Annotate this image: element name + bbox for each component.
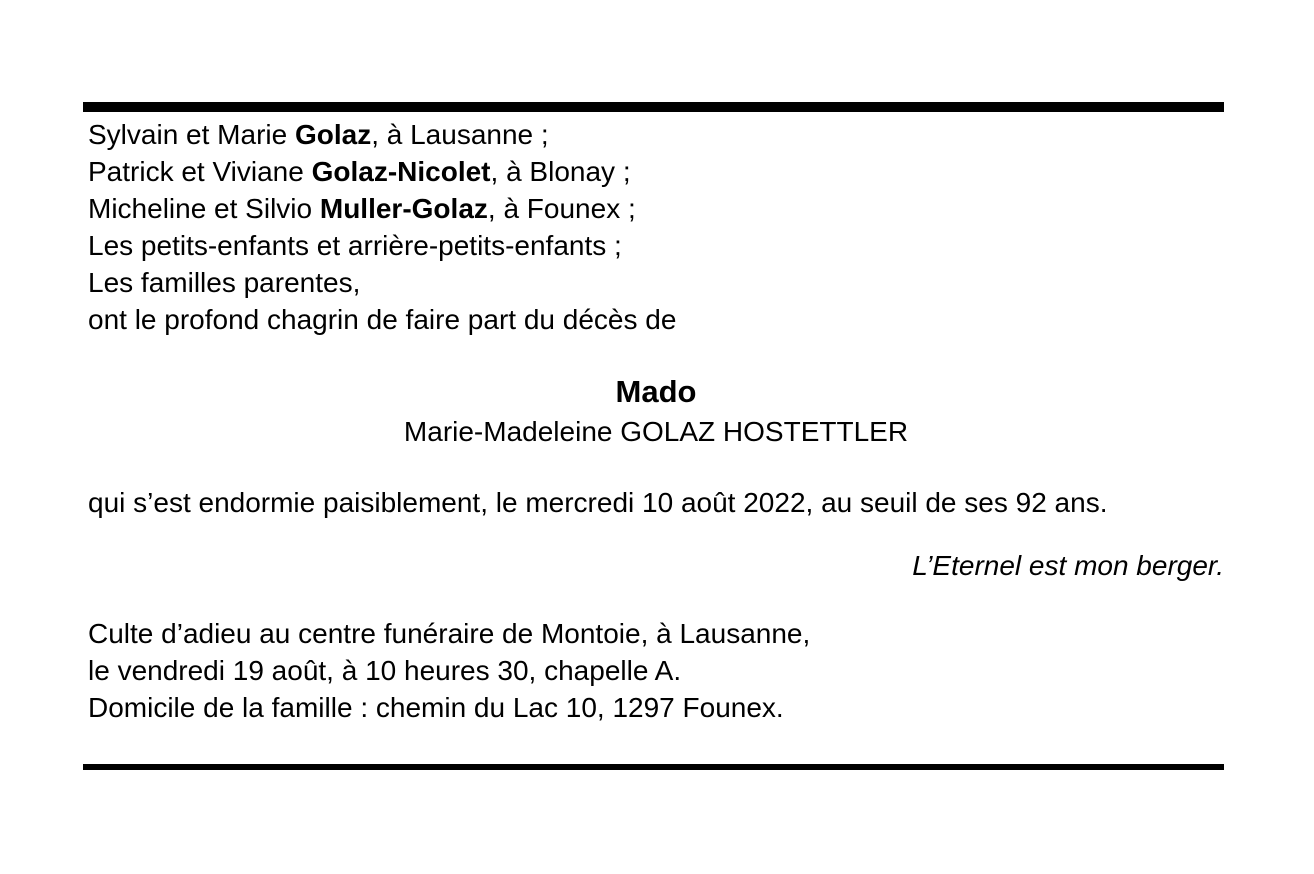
family-line-text: Patrick et Viviane — [88, 156, 312, 187]
family-surname: Golaz-Nicolet — [311, 156, 491, 187]
family-surname: Golaz — [294, 119, 372, 150]
death-announcement: qui s’est endormie paisiblement, le mercredi 10 août 2022, au seuil de ses 92 ans. — [88, 487, 1108, 518]
deceased-full-name: Marie-Madeleine GOLAZ HOSTETTLER — [403, 416, 909, 447]
top-rule — [83, 102, 1224, 112]
bottom-rule — [83, 764, 1224, 770]
family-line-text: , à Founex ; — [487, 193, 636, 224]
family-line — [88, 227, 1224, 264]
family-line — [88, 190, 1224, 227]
family-line-text: , à Blonay ; — [490, 156, 631, 187]
family-line-text: Les petits-enfants et arrière-petits-enfants ; — [88, 230, 622, 261]
notice-content — [88, 116, 1224, 726]
ceremony-block — [88, 615, 1224, 726]
family-line-text: Sylvain et Marie — [88, 119, 295, 150]
deceased-nickname: Mado — [615, 374, 697, 409]
family-line — [88, 153, 1224, 190]
scripture-quote: L’Eternel est mon berger. — [912, 550, 1224, 581]
family-line-text: ont le profond chagrin de faire part du décès de — [88, 304, 677, 335]
ceremony-line: Culte d’adieu au centre funéraire de Montoie, à Lausanne, — [88, 618, 811, 649]
family-line-text: Les familles parentes, — [88, 267, 361, 298]
family-surname: Muller-Golaz — [319, 193, 488, 224]
family-line-text: Micheline et Silvio — [88, 193, 320, 224]
family-line-text: , à Lausanne ; — [371, 119, 549, 150]
deceased-name-block — [88, 372, 1224, 452]
family-names-block — [88, 116, 1224, 338]
ceremony-line: Domicile de la famille : chemin du Lac 10, 1297 Founex. — [88, 692, 784, 723]
family-line — [88, 264, 1224, 301]
ceremony-line: le vendredi 19 août, à 10 heures 30, chapelle A. — [88, 655, 682, 686]
family-line — [88, 116, 1224, 153]
family-line — [88, 301, 1224, 338]
